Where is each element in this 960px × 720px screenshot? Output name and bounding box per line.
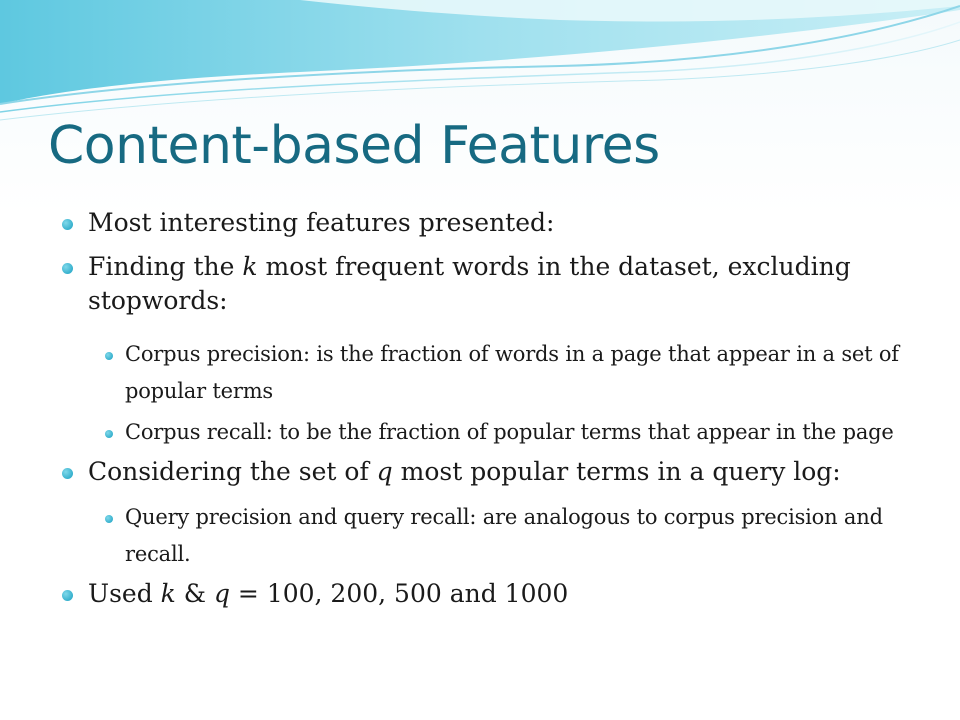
bullet-dot-icon [62,590,73,601]
bullet-2-text-pre: Finding the [88,252,243,281]
sub-bullet-dot-icon [105,515,113,523]
bullet-4 [60,577,920,611]
bullet-dot-icon [62,263,73,274]
bullet-2 [60,250,920,318]
bullet-1 [60,206,920,240]
bullet-4-text-pre: Used [88,579,161,608]
sub-bullet-dot-icon [105,430,113,438]
bullet-2-text-post: most frequent words in the dataset, excluding stopwords: [88,252,851,315]
bullet-3-text-pre: Considering the set of [88,457,377,486]
bullet-1-text: Most interesting features presented: [88,208,555,237]
sub-bullet-text: Corpus recall: to be the fraction of popular terms that appear in the page [125,420,894,444]
variable-q: q [213,579,230,608]
sub-bullet-query-precision [60,499,920,573]
sub-bullet-corpus-precision [60,336,920,410]
sub-bullet-dot-icon [105,352,113,360]
variable-k: k [160,579,176,608]
bullet-dot-icon [62,468,73,479]
variable-q: q [376,457,393,486]
bullet-4-text-mid: & [175,579,214,608]
sub-bullet-text: Corpus precision: is the fraction of words in a page that appear in a set of popular terms [125,342,899,403]
bullet-4-text-post: = 100, 200, 500 and 1000 [229,579,569,608]
header-swoosh-decoration [0,0,960,130]
bullet-3-text-post: most popular terms in a query log: [392,457,841,486]
sub-bullet-text: Query precision and query recall: are analogous to corpus precision and recall. [125,505,883,566]
slide-title: Content-based Features [48,116,660,176]
bullet-3 [60,455,920,489]
variable-k: k [242,252,258,281]
sub-bullet-corpus-recall [60,414,920,451]
slide-body [60,206,920,621]
bullet-dot-icon [62,219,73,230]
